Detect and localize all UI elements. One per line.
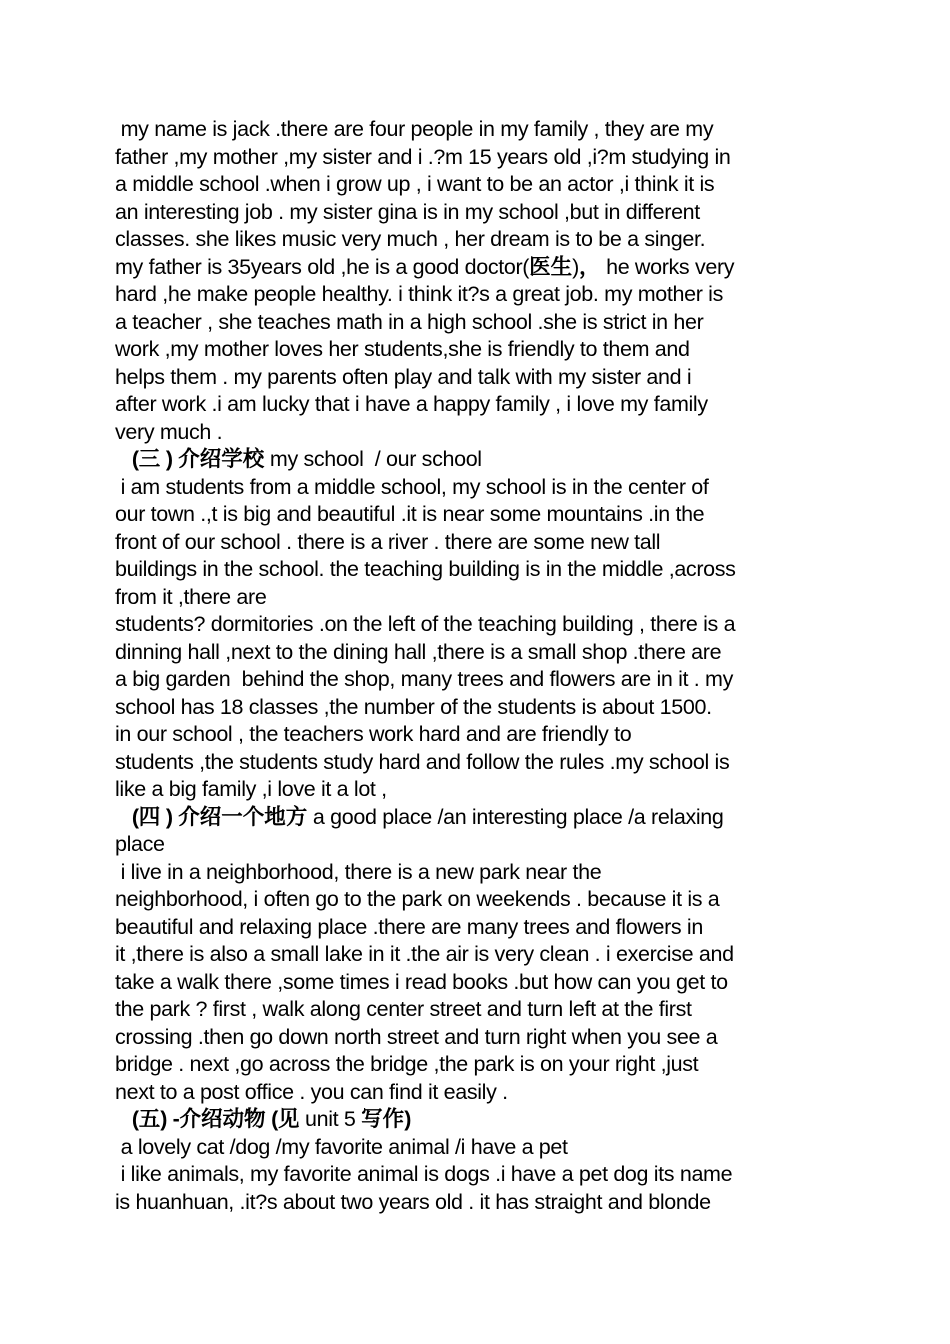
text-line	[115, 804, 840, 832]
text-segment: front of our school . there is a river . there are some new tall	[115, 529, 661, 554]
text-line	[115, 749, 840, 777]
text-line	[115, 666, 840, 694]
text-segment: school has 18 classes ,the number of the students is about 1500.	[115, 694, 712, 719]
text-segment: 五	[138, 1107, 161, 1132]
text-segment: work ,my mother loves her students,she is friendly to them and	[115, 337, 690, 361]
text-segment: ，	[578, 254, 601, 280]
text-line	[115, 501, 840, 529]
text-line	[115, 1051, 840, 1079]
text-segment: crossing .then go down north street and turn right when you see a	[115, 1024, 718, 1049]
text-segment: classes. she likes music very much , her dream is to be a singer.	[115, 227, 706, 251]
text-segment: (	[265, 1107, 278, 1131]
text-line	[115, 281, 840, 309]
text-line	[115, 1106, 840, 1134]
text-segment: 医生	[529, 254, 573, 280]
text-segment: 介绍动物	[179, 1107, 266, 1132]
text-line	[115, 639, 840, 667]
text-segment: 见	[277, 1107, 300, 1132]
text-segment: father ,my mother ,my sister and i .?m 15 years old ,i?m studying in	[115, 144, 731, 169]
text-segment: 四	[138, 804, 161, 830]
text-segment: )	[404, 1107, 411, 1131]
text-segment: 介绍学校	[178, 447, 265, 472]
text-line	[115, 1161, 840, 1189]
text-segment: students? dormitories .on the left of the teaching building , there is a	[115, 612, 736, 636]
text-segment: 三	[138, 447, 161, 472]
text-segment: our town .,t is big and beautiful .it is near some mountains .in the	[115, 502, 705, 526]
text-line	[115, 776, 840, 804]
text-segment: he works very	[600, 254, 735, 279]
text-line	[115, 336, 840, 364]
text-segment: )	[160, 447, 179, 471]
text-segment: students ,the students study hard and follow the rules .my school is	[115, 749, 730, 774]
text-segment: (	[115, 804, 139, 829]
text-segment: beautiful and relaxing place .there are many trees and flowers in	[115, 914, 703, 939]
text-line	[115, 171, 840, 199]
text-segment: a lovely cat /dog /my favorite animal /i have a pet	[115, 1134, 568, 1159]
text-segment: the park ? first , walk along center street and turn left at the first	[115, 997, 692, 1021]
text-segment: unit 5	[299, 1107, 362, 1131]
text-line	[115, 309, 840, 337]
text-segment: )	[572, 254, 579, 279]
text-segment: in our school , the teachers work hard and are friendly to	[115, 722, 632, 746]
text-segment: a big garden behind the shop, many trees and flowers are in it . my	[115, 667, 733, 691]
text-line	[115, 116, 840, 144]
text-line	[115, 721, 840, 749]
text-line	[115, 831, 840, 859]
text-segment: from it ,there are	[115, 584, 267, 609]
text-segment: 写作	[361, 1107, 405, 1132]
text-segment: helps them . my parents often play and talk with my sister and i	[115, 364, 692, 389]
text-line	[115, 859, 840, 887]
text-segment: very much .	[115, 419, 223, 444]
text-line	[115, 1079, 840, 1107]
text-segment: a middle school .when i grow up , i want to be an actor ,i think it is	[115, 172, 715, 196]
text-line	[115, 199, 840, 227]
text-segment: place	[115, 832, 165, 856]
text-line	[115, 226, 840, 254]
text-line	[115, 996, 840, 1024]
text-segment: i like animals, my favorite animal is dogs .i have a pet dog its name	[115, 1162, 733, 1186]
text-segment: my father is 35years old ,he is a good doctor(	[115, 254, 530, 279]
text-line	[115, 886, 840, 914]
text-segment: hard ,he make people healthy. i think it?s a great job. my mother is	[115, 282, 723, 306]
text-line	[115, 969, 840, 997]
text-segment: like a big family ,i love it a lot ,	[115, 777, 387, 801]
text-segment: (	[115, 447, 139, 471]
text-segment: it ,there is also a small lake in it .the air is very clean . i exercise and	[115, 942, 734, 966]
text-segment: a teacher , she teaches math in a high school .she is strict in her	[115, 309, 704, 334]
text-segment: my name is jack .there are four people in my family , they are my	[115, 117, 714, 141]
text-line	[115, 941, 840, 969]
text-segment: bridge . next ,go across the bridge ,the park is on your right ,just	[115, 1052, 699, 1076]
text-segment: i live in a neighborhood, there is a new park near the	[115, 859, 602, 884]
text-line	[115, 556, 840, 584]
text-segment: next to a post office . you can find it easily .	[115, 1079, 508, 1104]
text-line	[115, 529, 840, 557]
text-segment: i am students from a middle school, my school is in the center of	[115, 474, 709, 499]
text-segment: )	[160, 804, 179, 829]
text-line	[115, 474, 840, 502]
text-segment: ) -	[160, 1107, 180, 1131]
text-line	[115, 694, 840, 722]
text-line	[115, 419, 840, 447]
text-segment: neighborhood, i often go to the park on weekends . because it is a	[115, 887, 720, 911]
text-line	[115, 1189, 840, 1217]
text-line	[115, 364, 840, 392]
text-segment: (	[115, 1107, 139, 1131]
text-segment: dinning hall ,next to the dining hall ,there is a small shop .there are	[115, 639, 722, 664]
text-segment: take a walk there ,some times i read books .but how can you get to	[115, 969, 728, 994]
text-line	[115, 446, 840, 474]
text-line	[115, 1134, 840, 1162]
text-line	[115, 611, 840, 639]
text-line	[115, 1024, 840, 1052]
text-line	[115, 584, 840, 612]
text-segment: 介绍一个地方	[178, 804, 308, 830]
document-page	[115, 116, 840, 1216]
text-line	[115, 144, 840, 172]
text-segment: a good place /an interesting place /a relaxing	[307, 804, 724, 829]
text-segment: buildings in the school. the teaching building is in the middle ,across	[115, 557, 736, 581]
text-segment: after work .i am lucky that i have a happy family , i love my family	[115, 392, 708, 416]
text-line	[115, 914, 840, 942]
text-line	[115, 254, 840, 282]
text-segment: my school / our school	[264, 447, 482, 471]
text-line	[115, 391, 840, 419]
text-segment: an interesting job . my sister gina is in my school ,but in different	[115, 199, 700, 224]
text-segment: is huanhuan, .it?s about two years old . it has straight and blonde	[115, 1189, 711, 1214]
